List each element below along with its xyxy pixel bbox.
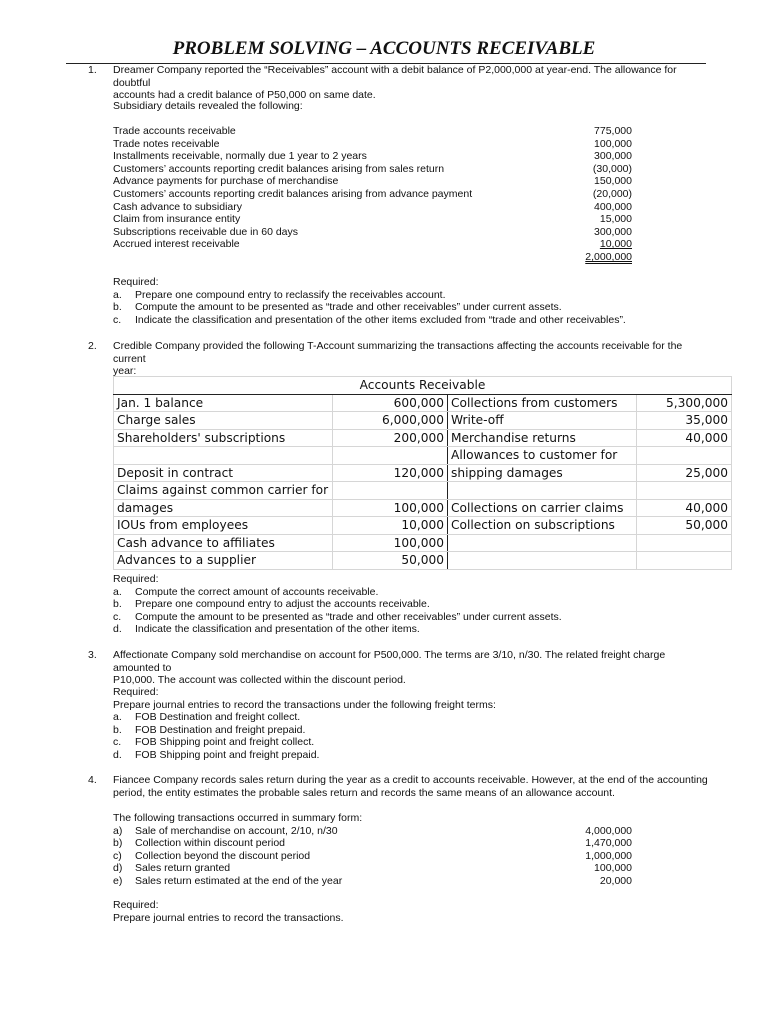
problem-4-intro	[113, 774, 713, 799]
item-letter: b)	[113, 837, 123, 850]
required-label: Required:	[113, 899, 159, 911]
debit-label: Charge sales	[114, 412, 333, 430]
credit-label: Merchandise returns	[448, 429, 637, 447]
problem-3-intro	[113, 649, 713, 687]
table-header-row	[114, 377, 732, 395]
credit-amount: 35,000	[637, 412, 732, 430]
item-value: 15,000	[599, 213, 632, 226]
list-item	[113, 213, 713, 226]
t-account-title: Accounts Receivable	[114, 377, 732, 395]
debit-label: Deposit in contract	[114, 464, 333, 482]
item-value: 1,470,000	[585, 837, 632, 850]
item-text: Collection beyond the discount period	[135, 849, 311, 862]
list-item	[113, 736, 713, 749]
item-text: Sales return estimated at the end of the year	[135, 874, 343, 887]
item-letter: a.	[113, 585, 122, 598]
list-item	[113, 238, 713, 251]
debit-label: Advances to a supplier	[114, 552, 333, 570]
problem-2-intro-line: Credible Company provided the following T-Account summarizing the transactions affecting the accounts receivable for the current	[113, 340, 683, 365]
item-value: 300,000	[594, 150, 632, 163]
table-row	[114, 517, 732, 535]
debit-label	[114, 447, 333, 465]
problem-4-transactions	[113, 812, 713, 888]
table-row	[114, 499, 732, 517]
item-value: 100,000	[594, 137, 632, 150]
list-item	[113, 862, 713, 875]
debit-amount: 50,000	[333, 552, 448, 570]
credit-amount	[637, 482, 732, 500]
problem-1-intro	[113, 64, 713, 102]
problem-4-intro-line: Fiancee Company records sales return during the year as a credit to accounts receivable. However, at the end of the accounting	[113, 774, 708, 786]
item-letter: a.	[113, 711, 122, 724]
problem-1-items-list	[113, 125, 713, 264]
item-value: (30,000)	[592, 162, 632, 175]
problem-2-intro-line: year:	[113, 365, 137, 378]
credit-amount: 40,000	[637, 499, 732, 517]
item-text: FOB Shipping point and freight prepaid.	[135, 748, 320, 761]
list-item	[113, 175, 713, 188]
credit-amount	[637, 534, 732, 552]
item-value: 1,000,000	[585, 849, 632, 862]
debit-amount: 100,000	[333, 534, 448, 552]
required-label: Required:	[113, 573, 159, 585]
item-value: 100,000	[594, 862, 632, 875]
item-value: 20,000	[599, 874, 632, 887]
item-letter: c.	[113, 610, 122, 623]
item-letter: a)	[113, 824, 123, 837]
list-item	[113, 226, 713, 239]
item-letter: d.	[113, 623, 122, 636]
debit-amount: 600,000	[333, 394, 448, 412]
problem-1-intro-line: accounts had a credit balance of P50,000 on same date.	[113, 89, 376, 102]
list-item	[113, 611, 713, 624]
summary-label: The following transactions occurred in summary form:	[113, 812, 363, 824]
total-value: 2,000,000	[585, 250, 632, 263]
credit-amount	[637, 447, 732, 465]
credit-label	[448, 552, 637, 570]
debit-amount: 10,000	[333, 517, 448, 535]
item-letter: a.	[113, 288, 122, 301]
table-row	[114, 482, 732, 500]
item-value: 775,000	[594, 125, 632, 137]
debit-label: Shareholders' subscriptions	[114, 429, 333, 447]
item-letter: c.	[113, 736, 122, 749]
credit-label	[448, 534, 637, 552]
problem-3-intro-line: P10,000. The account was collected within the discount period.	[113, 674, 406, 687]
problem-4-intro-line: period, the entity estimates the probable sales return and records the same means of an allowance account.	[113, 786, 615, 799]
table-row	[114, 394, 732, 412]
problem-2-number: 2.	[88, 340, 97, 352]
item-text: FOB Shipping point and freight collect.	[135, 736, 315, 749]
table-row	[114, 552, 732, 570]
table-row	[114, 464, 732, 482]
item-letter: b.	[113, 301, 122, 314]
page-title: PROBLEM SOLVING – ACCOUNTS RECEIVABLE	[172, 38, 596, 59]
credit-amount	[637, 552, 732, 570]
required-instruction: Prepare journal entries to record the transactions under the following freight terms:	[113, 698, 496, 711]
item-letter: b.	[113, 723, 122, 736]
item-text: Indicate the classification and presentation of the other items.	[135, 623, 420, 636]
item-text: Sales return granted	[135, 862, 231, 875]
item-letter: b.	[113, 598, 122, 611]
credit-amount: 25,000	[637, 464, 732, 482]
credit-amount: 50,000	[637, 517, 732, 535]
item-label: Cash advance to subsidiary	[113, 200, 242, 213]
debit-amount	[333, 447, 448, 465]
credit-amount: 5,300,000	[637, 394, 732, 412]
debit-label: Claims against common carrier for	[114, 482, 333, 500]
list-item	[113, 586, 713, 599]
credit-label	[448, 482, 637, 500]
list-item	[113, 301, 713, 314]
list-item	[113, 150, 713, 163]
required-instruction: Prepare journal entries to record the transactions.	[113, 911, 344, 924]
total-row	[113, 251, 713, 264]
item-value: 4,000,000	[585, 824, 632, 837]
item-letter: e)	[113, 874, 123, 887]
problem-1-intro-line: Dreamer Company reported the “Receivables” account with a debit balance of P2,000,000 at year-end. The allowance for doubtful	[113, 64, 677, 89]
item-label: Subscriptions receivable due in 60 days	[113, 225, 299, 238]
item-value: 300,000	[594, 225, 632, 238]
table-row	[114, 534, 732, 552]
list-item	[113, 837, 713, 850]
t-account-table	[113, 376, 732, 570]
debit-amount: 200,000	[333, 429, 448, 447]
item-text: Compute the amount to be presented as “trade and other receivables” under current assets.	[135, 610, 562, 623]
required-label: Required:	[113, 276, 159, 288]
list-item	[113, 598, 713, 611]
problem-1-number: 1.	[88, 64, 97, 76]
debit-amount: 6,000,000	[333, 412, 448, 430]
credit-label: shipping damages	[448, 464, 637, 482]
item-text: Collection within discount period	[135, 837, 285, 850]
item-letter: d.	[113, 748, 122, 761]
problem-2-required	[113, 573, 713, 636]
item-text: Prepare one compound entry to adjust the accounts receivable.	[135, 598, 430, 611]
item-text: FOB Destination and freight collect.	[135, 711, 301, 724]
credit-amount: 40,000	[637, 429, 732, 447]
debit-label: Cash advance to affiliates	[114, 534, 333, 552]
item-text: FOB Destination and freight prepaid.	[135, 723, 306, 736]
item-value: 400,000	[594, 200, 632, 213]
debit-label: IOUs from employees	[114, 517, 333, 535]
list-item	[113, 825, 713, 838]
list-item	[113, 314, 713, 327]
problem-1-required	[113, 276, 713, 326]
debit-amount: 120,000	[333, 464, 448, 482]
item-label: Trade accounts receivable	[113, 125, 236, 137]
table-row	[114, 429, 732, 447]
item-text: Indicate the classification and presentation of the other items excluded from “trade and other receivables”.	[135, 313, 626, 326]
problem-3-required	[113, 686, 713, 762]
list-item	[113, 623, 713, 636]
list-item	[113, 138, 713, 151]
item-label: Installments receivable, normally due 1 year to 2 years	[113, 150, 367, 163]
item-label: Customers’ accounts reporting credit balances arising from advance payment	[113, 187, 473, 200]
item-letter: c)	[113, 849, 122, 862]
list-item	[113, 850, 713, 863]
table-row	[114, 412, 732, 430]
item-label: Accrued interest receivable	[113, 238, 240, 251]
debit-label: damages	[114, 499, 333, 517]
list-item	[113, 749, 713, 762]
item-text: Compute the amount to be presented as “trade and other receivables” under current assets.	[135, 301, 562, 314]
item-label: Claim from insurance entity	[113, 213, 241, 226]
list-item	[113, 875, 713, 888]
debit-amount: 100,000	[333, 499, 448, 517]
problem-3-number: 3.	[88, 649, 97, 661]
item-value: (20,000)	[592, 187, 632, 200]
table-row	[114, 447, 732, 465]
item-letter: c.	[113, 313, 122, 326]
list-item	[113, 289, 713, 302]
item-label: Customers’ accounts reporting credit balances arising from sales return	[113, 162, 445, 175]
problem-3-intro-line: Affectionate Company sold merchandise on account for P500,000. The terms are 3/10, n/30. The related freight charge amounted to	[113, 649, 666, 674]
credit-label: Write-off	[448, 412, 637, 430]
item-value: 10,000	[599, 238, 632, 251]
list-item	[113, 711, 713, 724]
list-item	[113, 188, 713, 201]
item-text: Prepare one compound entry to reclassify the receivables account.	[135, 288, 446, 301]
credit-label: Collection on subscriptions	[448, 517, 637, 535]
problem-4-required	[113, 899, 713, 924]
problem-1-subsidiary-label: Subsidiary details revealed the following:	[113, 100, 303, 112]
credit-label: Collections from customers	[448, 394, 637, 412]
problem-4-number: 4.	[88, 774, 97, 786]
item-letter: d)	[113, 862, 123, 875]
debit-amount	[333, 482, 448, 500]
credit-label: Allowances to customer for	[448, 447, 637, 465]
list-item	[113, 125, 713, 138]
debit-label: Jan. 1 balance	[114, 394, 333, 412]
problem-2-intro	[113, 340, 713, 378]
required-label: Required:	[113, 686, 159, 698]
list-item	[113, 163, 713, 176]
list-item	[113, 724, 713, 737]
item-value: 150,000	[594, 175, 632, 188]
credit-label: Collections on carrier claims	[448, 499, 637, 517]
item-text: Sale of merchandise on account, 2/10, n/30	[135, 824, 338, 837]
list-item	[113, 201, 713, 214]
item-label: Trade notes receivable	[113, 137, 220, 150]
item-text: Compute the correct amount of accounts receivable.	[135, 585, 379, 598]
item-label: Advance payments for purchase of merchandise	[113, 175, 339, 188]
